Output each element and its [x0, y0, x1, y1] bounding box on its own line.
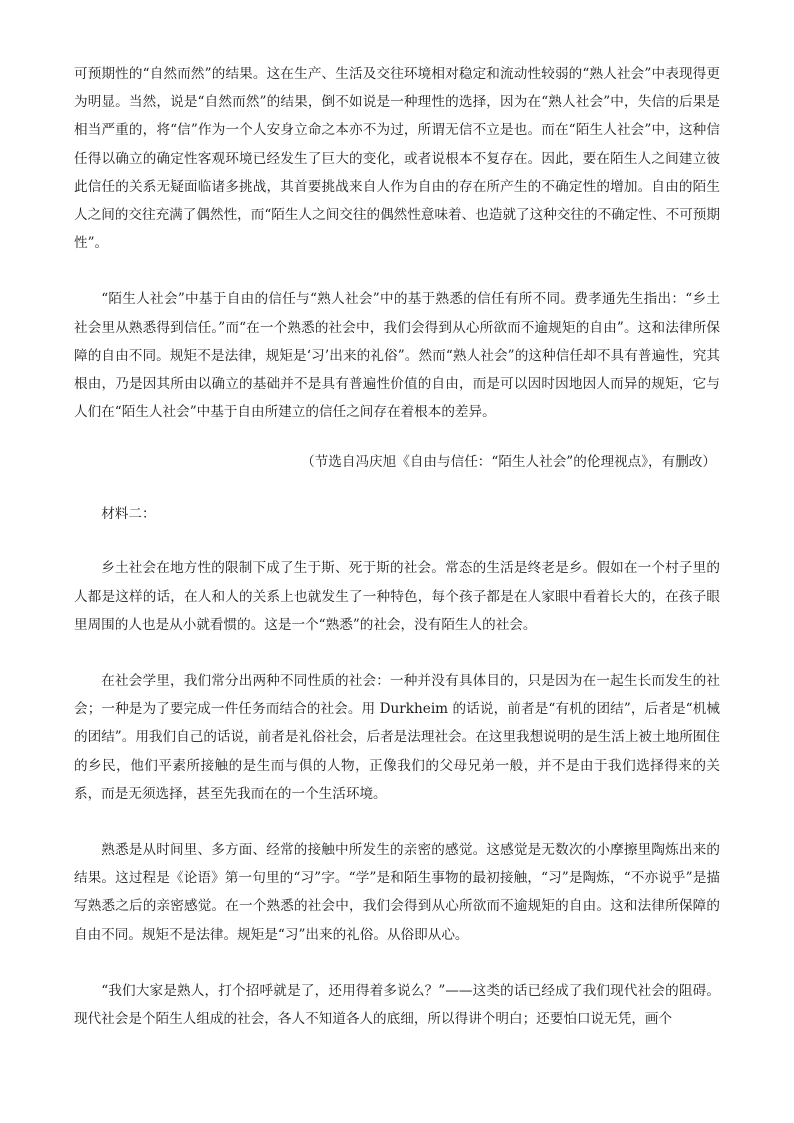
material2-paragraph-2: 在社会学里，我们常分出两种不同性质的社会：一种并没有具体目的，只是因为在一起生长而发生的社会；一种是为了要完成一件任务而结合的社会。用 Durkheim 的话说，前者是“有机的团结”，后者是“机械的团结”。用我们自己的话说，前者是礼俗社会，后者是法理社会。在这里我想说明的是生活上被土地所囿住的乡民，他们平素所接触的是生而与俱的人物，正像我们的父母兄弟一般，并不是由于我们选择得来的关系，而是无须选择，甚至先我而在的一个生活环境。 [74, 673, 720, 802]
material2-label: 材料二： [101, 506, 156, 523]
material2-paragraph-4: “我们大家是熟人，打个招呼就是了，还用得着多说么？”——这类的话已经成了我们现代社会的阻碍。现代社会是个陌生人组成的社会，各人不知道各人的底细，所以得讲个明白；还要怕口说无凭，画个 [74, 982, 720, 1028]
document-page [74, 60, 720, 1061]
material1-paragraph-1: 可预期性的“自然而然”的结果。这在生产、生活及交往环境相对稳定和流动性较弱的“熟人社会”中表现得更为明显。当然，说是“自然而然”的结果，倒不如说是一种理性的选择，因为在“熟人社会”中，失信的后果是相当严重的，将“信”作为一个人安身立命之本亦不为过，所谓无信不立是也。而在“陌生人社会”中，这种信任得以确立的确定性客观环境已经发生了巨大的变化，或者说根本不复存在。因此，要在陌生人之间建立彼此信任的关系无疑面临诸多挑战，其首要挑战来自人作为自由的存在所产生的不确定性的增加。自由的陌生人之间的交往充满了偶然性，而“陌生人之间交往的偶然性意味着、也造就了这种交往的不确定性、不可预期性”。 [74, 66, 720, 252]
material2-paragraph-3: 熟悉是从时间里、多方面、经常的接触中所发生的亲密的感觉。这感觉是无数次的小摩擦里陶炼出来的结果。这过程是《论语》第一句里的“习”字。“学”是和陌生事物的最初接触，“习”是陶炼，“不亦说乎”是描写熟悉之后的亲密感觉。在一个熟悉的社会中，我们会得到从心所欲而不逾规矩的自由。这和法律所保障的自由不同。规矩不是法律。规矩是“习”出来的礼俗。从俗即从心。 [74, 842, 720, 943]
material2-paragraph-1: 乡土社会在地方性的限制下成了生于斯、死于斯的社会。常态的生活是终老是乡。假如在一个村子里的人都是这样的话，在人和人的关系上也就发生了一种特色，每个孩子都是在人家眼中看着长大的，在孩子眼里周围的人也是从小就看惯的。这是一个“熟悉”的社会，没有陌生人的社会。 [74, 560, 720, 633]
material1-paragraph-2: “陌生人社会”中基于自由的信任与“熟人社会”中的基于熟悉的信任有所不同。费孝通先生指出：“乡土社会里从熟悉得到信任。”而“在一个熟悉的社会中，我们会得到从心所欲而不逾规矩的自由”。这和法律所保障的自由不同。规矩不是法律，规矩是‘习’出来的礼俗”。然而“熟人社会”的这种信任却不具有普遍性，究其根由，乃是因其所由以确立的基础并不是具有普遍性价值的自由，而是可以因时因地因人而异的规矩，它与人们在“陌生人社会”中基于自由所建立的信任之间存在着根本的差异。 [74, 291, 720, 421]
material1-source-citation: （节选自冯庆旭《自由与信任：“陌生人社会”的伦理视点》，有删改） [301, 454, 716, 471]
